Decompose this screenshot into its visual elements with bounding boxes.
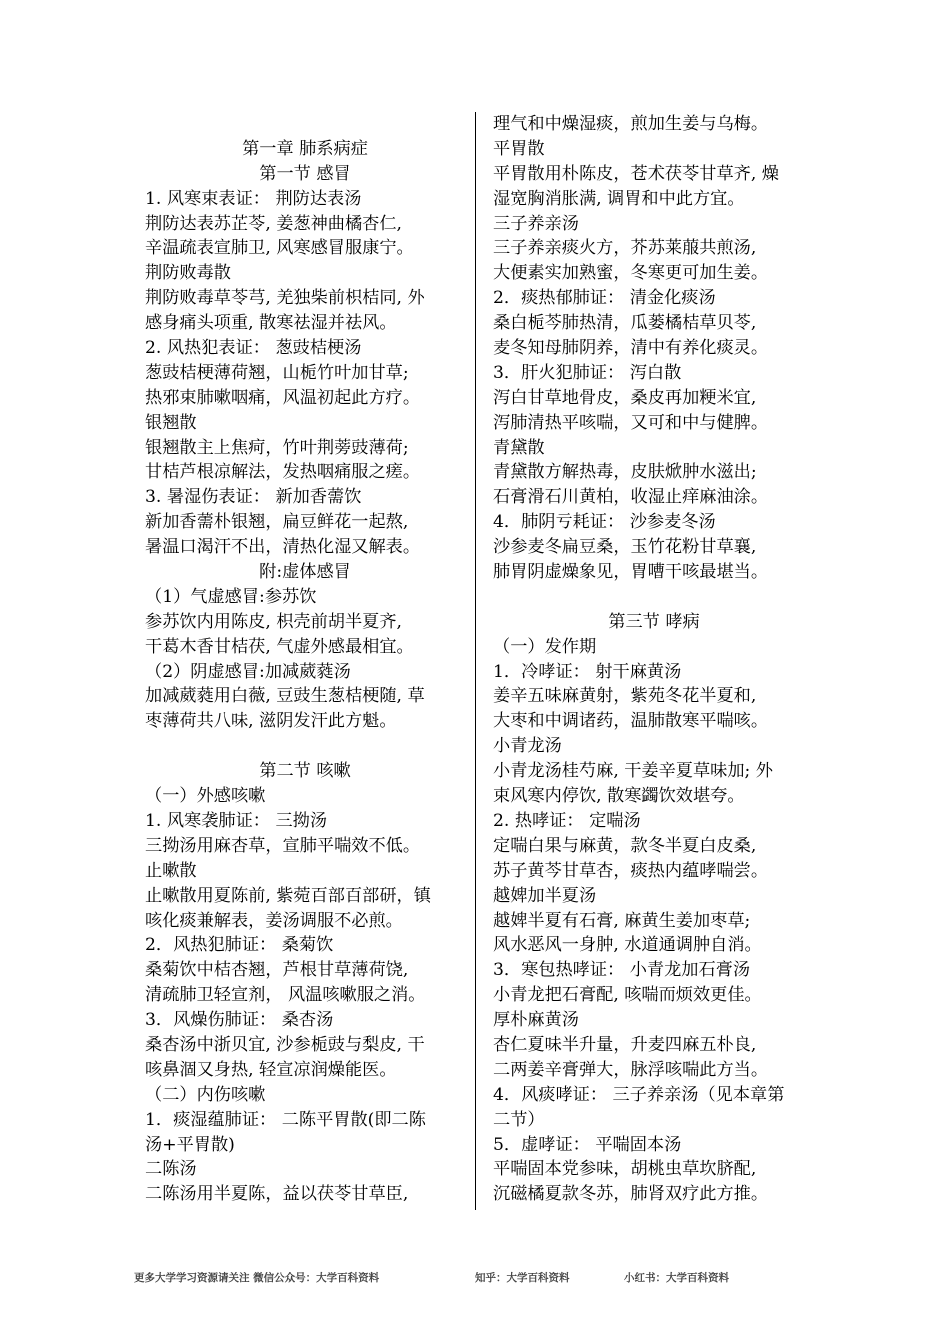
text-line: 新加香薷朴银翘，扁豆鲜花一起熬, [145,512,409,533]
text-line: 桑菊饮中桔杏翘，芦根甘草薄荷饶, [145,960,409,981]
text-line: 桑杏汤中浙贝宜, 沙参栀豉与梨皮, 干 [145,1034,425,1055]
text-line: 二两姜辛膏弹大，脉浮咳喘此方当。 [493,1059,769,1080]
text-line: （二）内伤咳嗽 [145,1084,266,1105]
text-line: 理气和中燥湿痰，煎加生姜与乌梅。 [493,114,769,134]
text-line: 二陈汤 [145,1159,197,1180]
text-line: 3. 暑湿伤表证： 新加香薷饮 [145,487,362,508]
text-line: 越婢加半夏汤 [493,885,597,906]
text-line: 2. 热哮证： 定喘汤 [493,810,641,831]
text-line: 风水恶风一身肿, 水道通调肿自消。 [493,935,762,956]
text-line: 辛温疏表宣肺卫, 风寒感冒服康宁。 [145,238,414,259]
text-line: 束风寒内停饮, 散寒蠲饮效堪夸。 [493,786,745,807]
text-line: 热邪束肺嗽咽痛，风温初起此方疗。 [145,387,421,408]
text-line: （一）外感咳嗽 [145,786,266,807]
text-line: 二节） [493,1109,545,1130]
text-line: 咳化痰兼解表，姜汤调服不必煎。 [145,910,403,931]
text-line: 大枣和中调诸药，温肺散寒平喘咳。 [493,711,769,732]
text-line: 青黛散 [493,437,545,458]
text-line: 平喘固本党参味，胡桃虫草坎脐配, [493,1159,757,1180]
text-line: 三子养亲汤 [493,213,579,234]
text-line: 3．肝火犯肺证： 泻白散 [493,362,682,383]
text-line: 加减葳蕤用白薇, 豆豉生葱桔梗随, 草 [145,686,425,707]
right-column [493,112,815,1207]
text-line: 暑温口渴汗不出，清热化湿又解表。 [145,537,421,558]
left-column [145,112,465,1207]
text-line: 苏子黄芩甘草杏，痰热内蕴哮喘尝。 [493,860,769,881]
text-line: 桑白栀芩肺热清，瓜蒌橘桔草贝苓, [493,313,757,334]
text-line: 银翘散主上焦疴，竹叶荆蒡豉薄荷; [145,437,409,458]
text-line: 葱豉桔梗薄荷翘，山栀竹叶加甘草; [145,362,409,383]
text-line: （1）气虚感冒:参苏饮 [145,586,317,607]
text-line: 银翘散 [145,412,197,433]
section-heading: 附:虚体感冒 [259,562,351,583]
footer-wechat-text: 更多大学学习资源请关注 微信公众号：大学百科资料 [134,1272,380,1284]
text-line: 感身痛头项重, 散寒祛湿并祛风。 [145,313,397,334]
text-line: 荆防败毒草苓芎, 羌独柴前枳桔同, 外 [145,288,425,309]
text-line: 大便素实加熟蜜，冬寒更可加生姜。 [493,263,769,284]
text-line: 沙参麦冬扁豆桑，玉竹花粉甘草襄, [493,537,757,558]
text-line: 肺胃阴虚燥象见，胃嘈干咳最堪当。 [493,562,769,583]
text-line: 1. 风寒束表证： 荆防达表汤 [145,188,362,209]
text-line: 3．寒包热哮证： 小青龙加石膏汤 [493,960,751,981]
section-heading: 第二节 咳嗽 [259,761,351,782]
text-line: 石膏滑石川黄柏，收湿止痒麻油涂。 [493,487,769,508]
text-line: 平胃散 [493,138,545,159]
blank-line [145,112,465,137]
text-line: （2）阴虚感冒:加减葳蕤汤 [145,661,351,682]
text-line: 4．风痰哮证： 三子养亲汤（见本章第 [493,1084,785,1105]
text-line: 荆防败毒散 [145,263,231,284]
text-line: 荆防达表苏芷苓, 姜葱神曲橘杏仁, [145,213,403,234]
text-line: 5．虚哮证： 平喘固本汤 [493,1134,682,1155]
text-line: 4．肺阴亏耗证： 沙参麦冬汤 [493,512,716,533]
text-line: 杏仁夏味半升量，升麦四麻五朴良, [493,1034,757,1055]
text-line: 定喘白果与麻黄，款冬半夏白皮桑, [493,835,757,856]
text-line: 枣薄荷共八味, 滋阴发汗此方魁。 [145,711,397,732]
text-line: 姜辛五味麻黄射，紫苑冬花半夏和, [493,686,757,707]
footer-zhihu-text: 知乎：大学百科资料 [475,1272,570,1284]
text-line: 止嗽散用夏陈前, 紫菀百部百部研，镇 [145,885,431,906]
text-line: 厚朴麻黄汤 [493,1010,579,1031]
blank-line [145,734,465,759]
text-line: 咳鼻涸又身热, 轻宣凉润燥能医。 [145,1059,397,1080]
blank-line [493,585,815,610]
text-line: 小青龙把石膏配, 咳喘而烦效更佳。 [493,985,762,1006]
text-line: 参苏饮内用陈皮, 枳壳前胡半夏齐, [145,611,403,632]
text-line: 平胃散用朴陈皮，苍术茯苓甘草齐, 燥 [493,163,779,184]
text-line: 1．痰湿蕴肺证： 二陈平胃散(即二陈 [145,1109,426,1130]
footer-xiaohongshu-text: 小红书：大学百科资料 [624,1272,729,1284]
text-line: 三拗汤用麻杏草，宣肺平喘效不低。 [145,835,421,856]
text-line: 沉磁橘夏款冬苏，肺肾双疗此方推。 [493,1184,769,1205]
text-line: （一）发作期 [493,636,597,657]
text-line: 2. 风热犯表证： 葱豉桔梗汤 [145,338,362,359]
text-line: 清疏肺卫轻宣剂， 风温咳嗽服之消。 [145,985,426,1006]
text-line: 甘桔芦根凉解法，发热咽痛服之瘥。 [145,462,421,483]
text-line: 二陈汤用半夏陈，益以茯苓甘草臣, [145,1184,409,1205]
text-line: 小青龙汤 [493,736,562,757]
text-line: 1．冷哮证： 射干麻黄汤 [493,661,682,682]
text-line: 三子养亲痰火方，芥苏莱菔共煎汤, [493,238,757,259]
text-line: 麦冬知母肺阴养，清中有养化痰灵。 [493,338,769,359]
text-line: 干葛木香甘桔茯, 气虚外感最相宜。 [145,636,414,657]
section-heading: 第一章 肺系病症 [242,138,368,159]
section-heading: 第一节 感冒 [259,163,351,184]
text-line: 汤+平胃散) [145,1134,235,1155]
column-divider [475,112,476,1210]
text-line: 泻白甘草地骨皮，桑皮再加粳米宜, [493,387,757,408]
text-line: 青黛散方解热毒，皮肤焮肿水滋出; [493,462,757,483]
text-line: 2．风热犯肺证： 桑菊饮 [145,935,334,956]
text-line: 2．痰热郁肺证： 清金化痰汤 [493,288,716,309]
text-line: 小青龙汤桂芍麻, 干姜辛夏草味加; 外 [493,761,773,782]
text-line: 越婢半夏有石膏, 麻黄生姜加枣草; [493,910,751,931]
text-line: 3．风燥伤肺证： 桑杏汤 [145,1010,334,1031]
text-line: 1. 风寒袭肺证： 三拗汤 [145,810,328,831]
text-line: 止嗽散 [145,860,197,881]
text-line: 泻肺清热平咳喘，又可和中与健脾。 [493,412,769,433]
section-heading: 第三节 哮病 [608,611,700,632]
text-line: 湿宽胸消胀满, 调胃和中此方宜。 [493,188,745,209]
